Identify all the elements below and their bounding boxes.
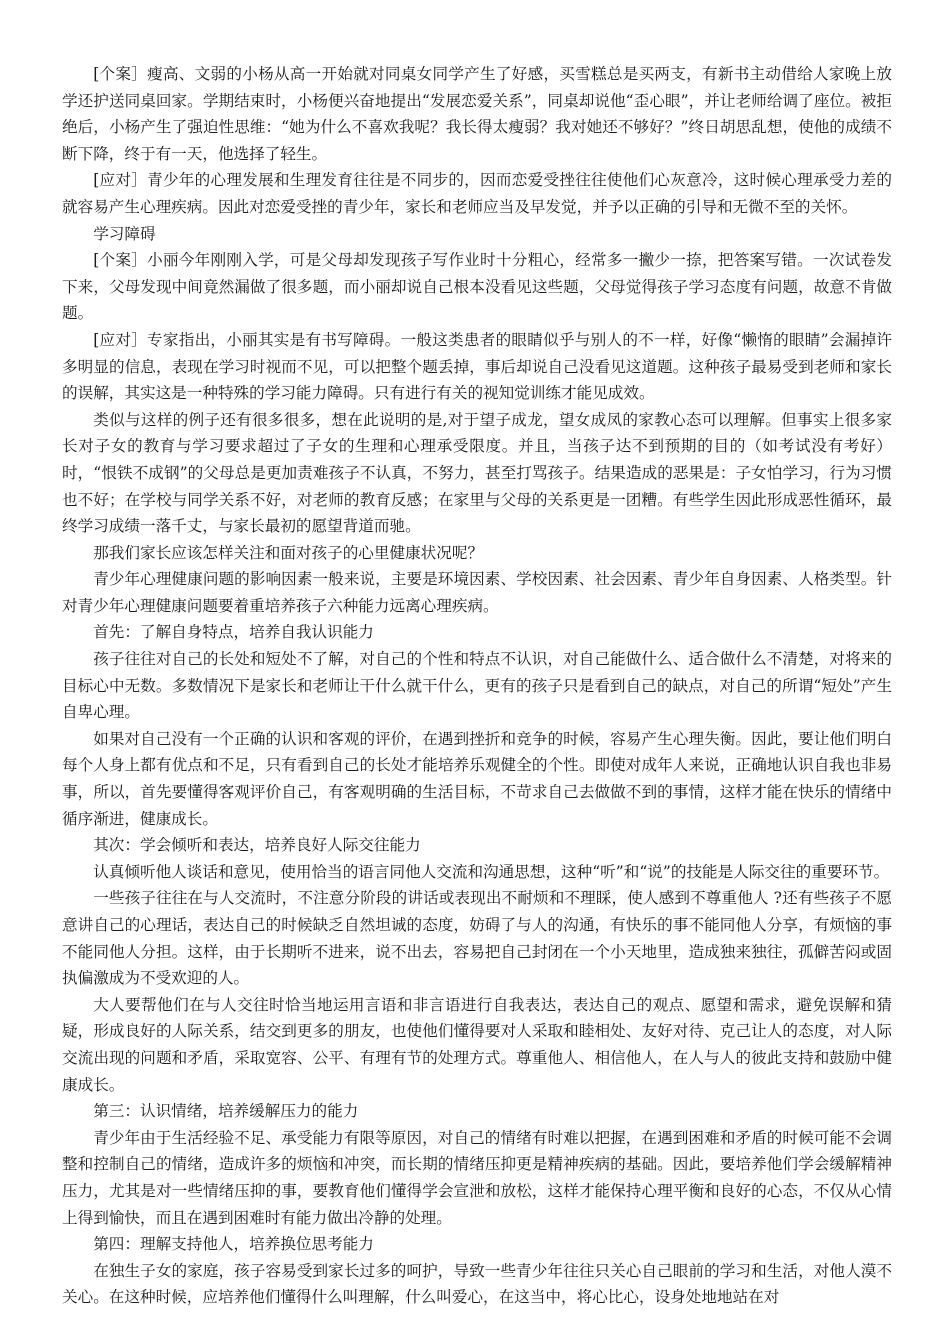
paragraph-case-xiaoyang: [个案］瘦高、文弱的小杨从高一开始就对同桌女同学产生了好感，买雪糕总是买两支，有新书主动借给人家晚上放学还护送同桌回家。学期结束时，小杨便兴奋地提出“发展恋爱关系”，同桌却说他“歪心眼”，并让老师给调了座位。被拒绝后，小杨产生了强迫性思维：“她为什么不喜欢我呢？我长得太瘦弱？我对她还不够好？”终日胡思乱想，使他的成绩不断下降，终于有一天，他选择了轻生。 <box>62 65 892 163</box>
paragraph-listening-2: 一些孩子往往在与人交流时，不注意分阶段的讲话或表现出不耐烦和不理睬，使人感到不尊重他人 ?还有些孩子不愿意讲自己的心理话，表达自己的时候缺乏自然坦诚的态度，妨碍了与人的沟通，有快乐的事不能同他人分享，有烦恼的事不能同他人分担。这样，由于长期听不进来，说不出去，容易把自己封闭在一个小天地里，造成独来独往，孤僻苦闷或固执偏激成为不受欢迎的人。 <box>62 889 892 988</box>
paragraph-case-xiaoli: [个案］小丽今年刚刚入学，可是父母却发现孩子写作业时十分粗心，经常多一撇少一捺，把答案写错。一次试卷发下来，父母发现中间竟然漏做了很多题，而小丽却说自己根本没看见这些题，父母觉得孩子学习态度有问题，故意不肯做题。 <box>62 251 892 323</box>
paragraph-self-knowledge-2: 如果对自己没有一个正确的认识和客观的评价，在遇到挫折和竞争的时候，容易产生心理失衡。因此，要让他们明白每个人身上都有优点和不足，只有看到自己的长处才能培养乐观健全的个性。即使对成年人来说，正确地认识自我也非易事，所以，首先要懂得客观评价自己，有客观明确的生活目标，不苛求自己去做做不到的事情，这样才能在快乐的情绪中循序渐进，健康成长。 <box>62 729 892 828</box>
paragraph-response-writing: [应对］专家指出，小丽其实是有书写障碍。一般这类患者的眼睛似乎与别人的不一样，好像“懒惰的眼睛”会漏掉许多明显的信息，表现在学习时视而不见，可以把整个题丢掉，事后却说自己没看见这道题。这种孩子最易受到老师和家长的误解，其实这是一种特殊的学习能力障碍。只有进行有关的视知觉训练才能见成效。 <box>62 330 892 403</box>
paragraph-question: 那我们家长应该怎样关注和面对孩子的心里健康状况呢？ <box>93 543 484 562</box>
paragraph-emotions: 青少年由于生活经验不足、承受能力有限等原因，对自己的情绪有时难以把握，在遇到困难和矛盾的时候可能不会调整和控制自己的情绪，造成许多的烦恼和冲突，而长期的情绪压抑更是精神疾病的基础。因此，要培养他们学会缓解精神压力，尤其是对一些情绪压抑的事，要教育他们懂得学会宣泄和放松，这样才能保持心理平衡和良好的心态，不仅从心情上得到愉快，而且在遇到困难时有能力做出冷静的处理。 <box>62 1128 892 1227</box>
paragraph-response-love: [应对］青少年的心理发展和生理发育往往是不同步的，因而恋爱受挫往往使他们心灰意冷，这时候心理承受力差的就容易产生心理疾病。因此对恋爱受挫的青少年，家长和老师应当及早发觉，并予以正确的引导和无微不至的关怀。 <box>62 171 892 216</box>
paragraph-self-knowledge-1: 孩子往往对自己的长处和短处不了解，对自己的个性和特点不认识，对自己能做什么、适合做什么不清楚，对将来的目标心中无数。多数情况下是家长和老师让干什么就干什么，更有的孩子只是看到自己的缺点，对自己的所谓“短处”产生自卑心理。 <box>62 650 892 722</box>
paragraph-factors: 青少年心理健康问题的影响因素一般来说，主要是环境因素、学校因素、社会因素、青少年自身因素、人格类型。针对青少年心理健康问题要着重培养孩子六种能力远离心理疾病。 <box>62 570 892 615</box>
section-heading-third: 第三：认识情绪，培养缓解压力的能力 <box>93 1102 359 1121</box>
section-heading-first: 首先：了解自身特点，培养自我认识能力 <box>93 623 374 642</box>
section-heading-learning-disorder: 学习障碍 <box>93 224 156 243</box>
paragraph-empathy: 在独生子女的家庭，孩子容易受到家长过多的呵护，导致一些青少年往往只关心自己眼前的学习和生活，对他人漠不关心。在这种时候，应培养他们懂得什么叫理解，什么叫爱心，在这当中，将心比心，设身处地地站在对 <box>62 1261 892 1307</box>
section-heading-second: 其次：学会倾听和表达，培养良好人际交往能力 <box>93 836 421 855</box>
section-heading-fourth: 第四：理解支持他人，培养换位思考能力 <box>93 1235 374 1254</box>
paragraph-listening-1: 认真倾听他人谈话和意见，使用恰当的语言同他人交流和沟通思想，这种“听”和“说”的技能是人际交往的重要环节。 <box>93 862 890 881</box>
document-body <box>62 61 892 1311</box>
paragraph-parent-expectations: 类似与这样的例子还有很多很多，想在此说明的是,对于望子成龙，望女成凤的家教心态可以理解。但事实上很多家长对子女的教育与学习要求超过了子女的生理和心理承受限度。并且，当孩子达不到预期的目的（如考试没有考好）时，“恨铁不成钢”的父母总是更加责难孩子不认真，不努力，甚至打骂孩子。结果造成的恶果是：子女怕学习，行为习惯也不好；在学校与同学关系不好，对老师的教育反感；在家里与父母的关系更是一团糟。有些学生因此形成恶性循环，最终学习成绩一落千丈，与家长最初的愿望背道而驰。 <box>62 410 892 536</box>
paragraph-listening-3: 大人要帮他们在与人交往时恰当地运用言语和非言语进行自我表达，表达自己的观点、愿望和需求，避免误解和猜疑，形成良好的人际关系，结交到更多的朋友，也使他们懂得要对人采取和睦相处、友好对待、克己让人的态度，对人际交流出现的问题和矛盾，采取宽容、公平、有理有节的处理方式。尊重他人、相信他人，在人与人的彼此支持和鼓励中健康成长。 <box>62 995 892 1094</box>
